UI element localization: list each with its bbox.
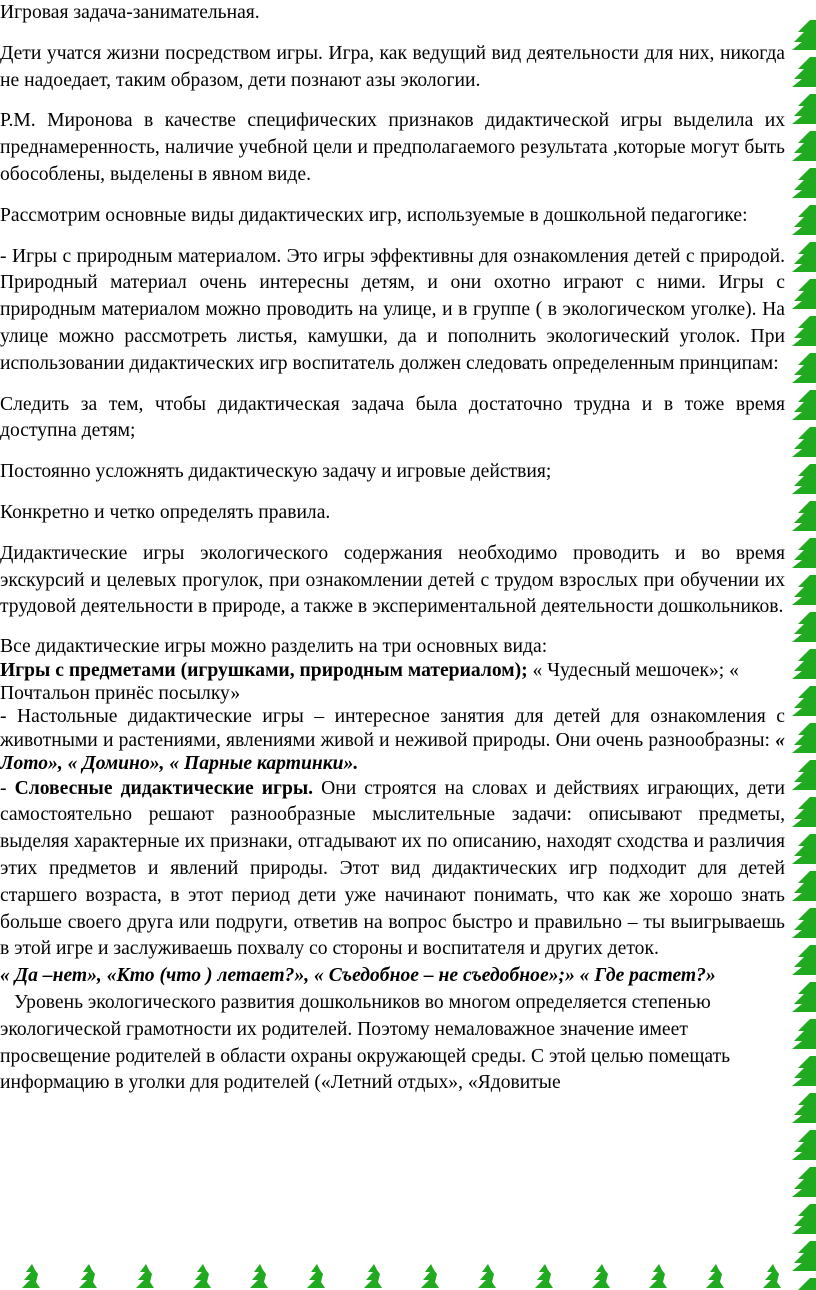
- tree-ornament-icon: [792, 760, 816, 790]
- tree-ornament-icon: [792, 20, 816, 50]
- tree-ornament-icon: [792, 575, 816, 605]
- tree-ornament-icon: [792, 57, 816, 87]
- tree-ornament-icon: [792, 1093, 816, 1123]
- tree-ornament-icon: [792, 538, 816, 568]
- tree-ornament-icon: [792, 1167, 816, 1197]
- tree-ornament-icon: [792, 1019, 816, 1049]
- tree-ornament-icon: [792, 464, 816, 494]
- tree-ornament-icon: [792, 908, 816, 938]
- tree-ornament-icon: [792, 686, 816, 716]
- tree-ornament-icon: [792, 353, 816, 383]
- type-objects-examples: « Чудесный мешочек»; « Почтальон принёс посылку»: [0, 659, 739, 704]
- paragraph-3: Рассмотрим основные виды дидактических игр, используемые в дошкольной педагогике:: [0, 204, 748, 226]
- tree-ornament-icon: [792, 279, 816, 309]
- type-verbal-examples: « Да –нет», «Кто (что ) летает?», « Съедобное – не съедобное»;» « Где растет?»: [0, 965, 716, 987]
- type-board: [0, 705, 785, 775]
- tree-ornament-icon: [478, 1264, 496, 1288]
- tree-ornament-icon: [250, 1264, 268, 1288]
- tree-ornament-icon: [792, 427, 816, 457]
- types-intro: Все дидактические игры можно разделить на три основных вида:: [0, 636, 548, 658]
- tree-ornament-icon: [792, 982, 816, 1012]
- tree-ornament-icon: [706, 1264, 724, 1288]
- paragraph-5: Дидактические игры экологического содержания необходимо проводить и во время экскурсий и целевых прогулок, при ознакомлении детей с трудом взрослых при обучении их трудовой деятельности в природе, а также в экспериментальной деятельности дошкольников.: [0, 542, 785, 618]
- tree-ornament-icon: [792, 390, 816, 420]
- tree-ornament-icon: [792, 1130, 816, 1160]
- tree-ornament-icon: [22, 1264, 40, 1288]
- paragraph-1: Дети учатся жизни посредством игры. Игра, как ведущий вид деятельности для них, никогда не надоедает, таким образом, дети познают азы экологии.: [0, 42, 785, 91]
- tree-ornament-icon: [792, 1204, 816, 1234]
- type-verbal-text: Они строятся на словах и действиях играющих, дети самостоятельно решают разнообразные мыслительные задачи: описывают предметы, выделяя характерные их признаки, отгадывают их по описанию, находят сходства и различия этих предметов и явлений природы. Этот вид дидактических игр подходит для детей старшего возраста, в этот период дети уже начинают понимать, что как же хорошо знать больше своего друга или подруги, ответив на вопрос быстро и правильно – ты выигрываешь в этой игре и заслуживаешь похвалу со стороны и воспитателя и других деток.: [0, 777, 785, 960]
- closing-paragraph: Уровень экологического развития дошкольников во многом определяется степенью экологической грамотности их родителей. Поэтому немаловажное значение имеет просвещение родителей в области охраны окружающей среды. С этой целью помещать информацию в уголки для родителей («Летний отдых», «Ядовитые: [0, 991, 731, 1094]
- tree-ornament-icon: [792, 501, 816, 531]
- tree-ornament-icon: [792, 649, 816, 679]
- paragraph-2: Р.М. Миронова в качестве специфических признаков дидактической игры выделила их преднамеренность, наличие учебной цели и предполагаемого результата ,которые могут быть обособлены, выделены в явном виде.: [0, 110, 785, 185]
- tree-ornament-icon: [792, 94, 816, 124]
- type-verbal: [0, 776, 785, 964]
- tree-ornament-icon: [307, 1264, 325, 1288]
- tree-ornament-icon: [792, 205, 816, 235]
- tree-ornament-icon: [792, 945, 816, 975]
- tree-ornament-icon: [421, 1264, 439, 1288]
- type-verbal-title: Словесные дидактические игры.: [14, 777, 314, 799]
- tree-ornament-icon: [792, 612, 816, 642]
- tree-ornament-icon: [535, 1264, 553, 1288]
- tree-ornament-icon: [792, 168, 816, 198]
- verbal-games-section: [0, 776, 785, 1098]
- tree-ornament-icon: [193, 1264, 211, 1288]
- tree-ornament-icon: [364, 1264, 382, 1288]
- tree-ornament-icon: [136, 1264, 154, 1288]
- type-objects-title: Игры с предметами (игрушками, природным материалом);: [0, 659, 528, 681]
- tree-ornament-icon: [79, 1264, 97, 1288]
- tree-ornament-icon: [792, 871, 816, 901]
- tree-ornament-icon: [792, 131, 816, 161]
- tree-ornament-icon: [792, 1056, 816, 1086]
- tree-ornament-icon: [792, 797, 816, 827]
- paragraph-4: - Игры с природным материалом. Это игры эффективны для ознакомления детей с природой. Природный материал очень интересны детям, и они охотно играют с ними. Игры с природным материалом можно проводить на улице, и в группе ( в экологическом уголке). На улице можно рассмотреть листья, камушки, да и пополнить экологический уголок. При использовании дидактических игр воспитатель должен следовать определенным принципам:: [0, 245, 785, 374]
- principle-1: Следить за тем, чтобы дидактическая задача была достаточно трудна и в тоже время доступна детям;: [0, 393, 785, 442]
- type-board-examples: « Лото», « Домино», « Парные картинки».: [0, 729, 785, 775]
- type-objects: [0, 659, 785, 706]
- tree-ornament-icon: [592, 1264, 610, 1288]
- tree-ornament-icon: [792, 1241, 816, 1271]
- tree-border-bottom: [0, 1260, 790, 1290]
- principle-3: Конкретно и четко определять правила.: [0, 501, 331, 523]
- type-board-text: - Настольные дидактические игры – интересное занятия для детей для ознакомления с животными и растениями, явлениями живой и неживой природы. Они очень разнообразны:: [0, 706, 785, 751]
- tree-ornament-icon: [792, 316, 816, 346]
- tree-ornament-icon: [792, 834, 816, 864]
- tree-ornament-icon: [792, 723, 816, 753]
- tree-border-right: [790, 0, 816, 1290]
- principle-2: Постоянно усложнять дидактическую задачу и игровые действия;: [0, 461, 552, 483]
- tree-ornament-icon: [792, 242, 816, 272]
- game-types-section: [0, 635, 785, 775]
- tree-ornament-icon: [792, 1278, 816, 1290]
- tree-ornament-icon: [649, 1264, 667, 1288]
- type-verbal-dash: -: [0, 777, 15, 799]
- tree-ornament-icon: [763, 1264, 781, 1288]
- document-title: Игровая задача-занимательная.: [0, 2, 260, 23]
